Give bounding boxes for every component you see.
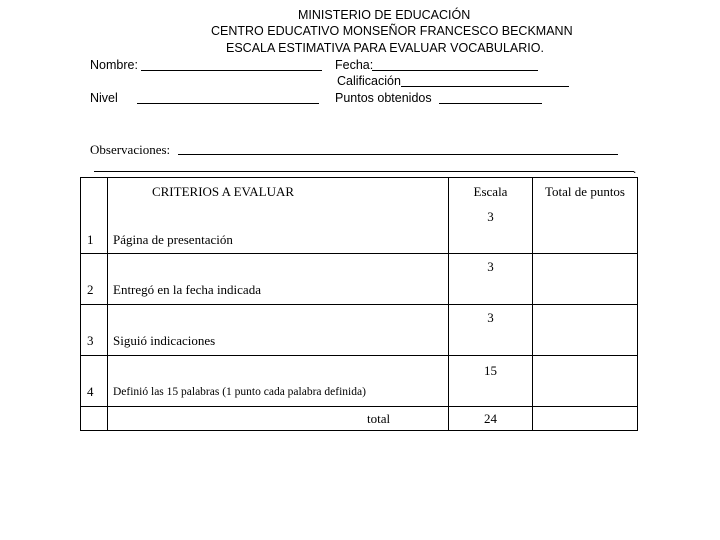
row-total-points[interactable]: [533, 254, 638, 305]
table-row: [81, 204, 638, 254]
row-scale: [449, 356, 533, 407]
row-number-text: 3: [87, 333, 94, 348]
calificacion-label: Calificación: [337, 74, 401, 88]
row-total-points[interactable]: [533, 356, 638, 407]
puntos-field[interactable]: [439, 103, 542, 104]
row-number: [81, 254, 108, 305]
scale-title: ESCALA ESTIMATIVA PARA EVALUAR VOCABULARIO.: [226, 41, 544, 55]
ministry-title: MINISTERIO DE EDUCACIÓN: [298, 8, 471, 22]
nombre-label: Nombre:: [90, 58, 138, 72]
row-criterion: [108, 305, 449, 356]
header-criterios: [108, 178, 449, 204]
observaciones-label: Observaciones:: [90, 142, 171, 157]
row-scale-text: 3: [487, 259, 494, 274]
row-criterion: [108, 356, 449, 407]
table-row: [81, 356, 638, 407]
total-row-number-cell: [81, 407, 108, 431]
total-value-cell: [449, 407, 533, 431]
nivel-field[interactable]: [137, 103, 319, 104]
row-scale: [449, 204, 533, 254]
table-row: [81, 305, 638, 356]
nivel-label: Nivel: [90, 91, 118, 105]
total-label-cell: [108, 407, 449, 431]
row-criterion-text: Página de presentación: [113, 231, 233, 247]
fecha-field[interactable]: [372, 70, 538, 71]
row-criterion-text: Entregó en la fecha indicada: [113, 282, 261, 297]
row-total-points[interactable]: [533, 204, 638, 254]
calificacion-field[interactable]: [401, 86, 569, 87]
observaciones-field[interactable]: [178, 154, 618, 155]
row-criterion-text: Definió las 15 palabras (1 punto cada palabra definida): [113, 386, 366, 398]
row-scale-text: 3: [487, 310, 494, 325]
fecha-label: Fecha:: [335, 58, 374, 72]
header-criterios-text: CRITERIOS A EVALUAR: [151, 184, 295, 199]
row-scale: [449, 305, 533, 356]
header-number-cell: [81, 178, 108, 204]
row-number-text: 1: [87, 231, 94, 247]
observaciones-field-line2[interactable]: [94, 171, 634, 172]
row-total-points[interactable]: [533, 305, 638, 356]
header-escala: [449, 178, 533, 204]
row-criterion: [108, 254, 449, 305]
school-name: CENTRO EDUCATIVO MONSEÑOR FRANCESCO BECKMANN: [211, 24, 573, 38]
row-scale: [449, 254, 533, 305]
criteria-table: [80, 177, 638, 431]
total-value: 24: [484, 411, 497, 426]
row-number: [81, 305, 108, 356]
table-total-row: [81, 407, 638, 431]
header-total: [533, 178, 638, 204]
observaciones-end-dot: .: [633, 161, 637, 176]
row-number-text: 4: [87, 384, 94, 399]
header-escala-text: Escala: [473, 184, 508, 199]
row-criterion: [108, 204, 449, 254]
row-criterion-text: Siguió indicaciones: [113, 333, 216, 348]
row-number: [81, 356, 108, 407]
header-total-text: Total de puntos: [545, 184, 625, 199]
row-number: [81, 204, 108, 254]
table-row: [81, 254, 638, 305]
total-points-cell[interactable]: [533, 407, 638, 431]
row-number-text: 2: [87, 282, 94, 297]
table-header-row: [81, 178, 638, 204]
puntos-label: Puntos obtenidos: [335, 91, 432, 105]
nombre-field[interactable]: [141, 70, 322, 71]
total-label: total: [367, 411, 391, 426]
row-scale-text: 3: [487, 208, 494, 224]
row-scale-text: 15: [484, 363, 497, 378]
